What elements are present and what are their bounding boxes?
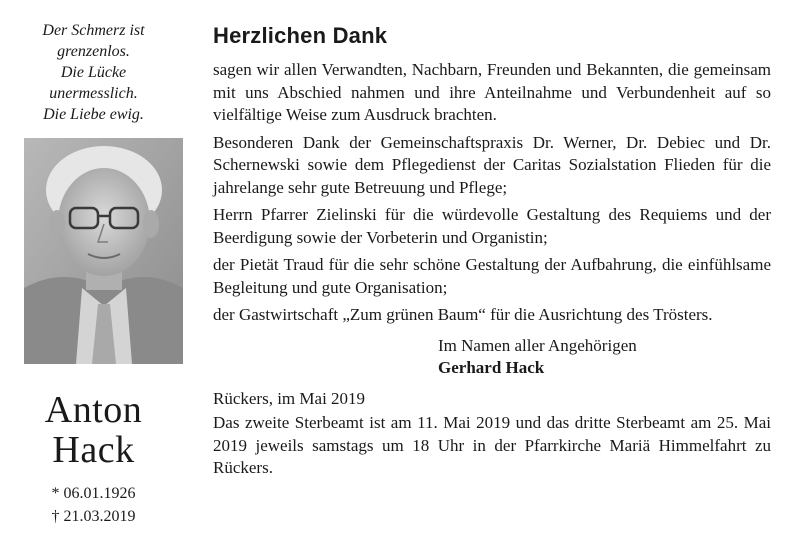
- motto-line: unermesslich.: [49, 85, 138, 102]
- notice-text: [213, 22, 771, 480]
- first-name: Anton: [44, 389, 143, 431]
- signature-line: Im Namen aller Angehörigen: [438, 335, 637, 355]
- motto-line: Die Liebe ewig.: [43, 106, 144, 123]
- notice-paragraph: der Gastwirtschaft „Zum grünen Baum“ für die Ausrichtung des Trösters.: [213, 305, 713, 324]
- notice-title: Herzlichen Dank: [213, 23, 388, 48]
- left-column: [0, 0, 187, 546]
- motto-line: Die Lücke: [60, 64, 127, 81]
- motto: [0, 20, 187, 125]
- birth-date: * 06.01.1926: [51, 485, 136, 502]
- signature-name: Gerhard Hack: [438, 358, 545, 377]
- portrait-photo: [24, 138, 183, 364]
- death-date: † 21.03.2019: [51, 508, 136, 525]
- notice-paragraph: Herrn Pfarrer Zielinski für die würdevolle Gestaltung des Requiems und der Beerdigung sowie der Vorbeterin und Organistin;: [213, 205, 771, 247]
- motto-line: Der Schmerz ist: [42, 22, 145, 39]
- closing-note: Das zweite Sterbeamt ist am 11. Mai 2019 und das dritte Sterbeamt am 25. Mai 2019 jeweils samstags um 18 Uhr in der Pfarrkirche Mariä Himmelfahrt zu Rückers.: [213, 413, 771, 477]
- notice-paragraph: der Pietät Traud für die sehr schöne Gestaltung der Aufbahrung, die einfühlsame Begleitung und gute Organisation;: [213, 255, 771, 297]
- notice-paragraph: Besonderen Dank der Gemeinschaftspraxis Dr. Werner, Dr. Debiec und Dr. Schernewski sowie dem Pflegedienst der Caritas Sozialstation Flieden für die jahrelange sehr gute Betreuung und Pflege;: [213, 132, 771, 197]
- last-name: Hack: [52, 429, 135, 471]
- portrait-illustration: [24, 138, 183, 364]
- signature: [438, 335, 771, 380]
- notice-paragraph: sagen wir allen Verwandten, Nachbarn, Freunden und Bekannten, die gemeinsam mit uns Abschied nahmen und ihre Anteilnahme und Verbundenheit auf so vielfältige Weise zum Ausdruck brachten.: [213, 60, 771, 124]
- life-dates: [0, 482, 187, 528]
- motto-line: grenzenlos.: [57, 43, 130, 60]
- place-date: Rückers, im Mai 2019: [213, 388, 366, 408]
